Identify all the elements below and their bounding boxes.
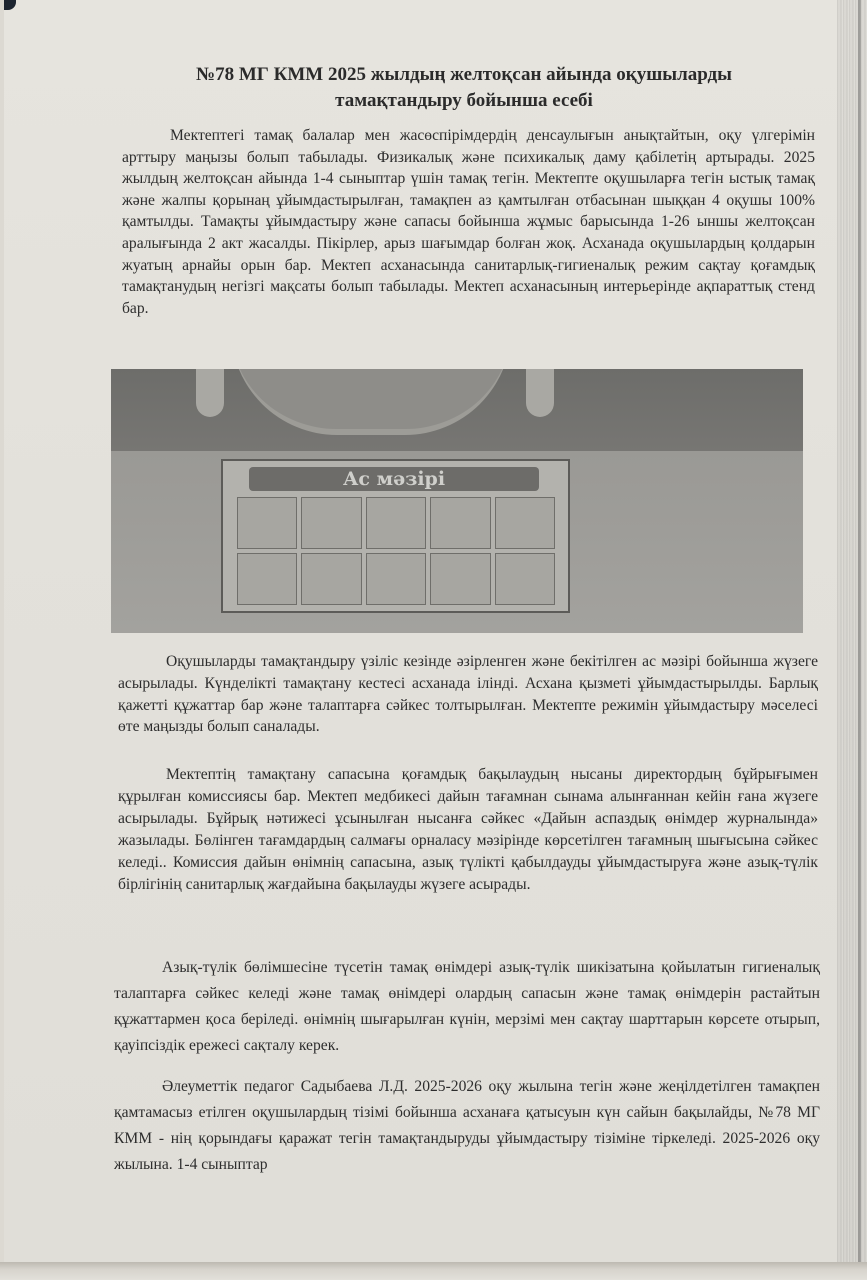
paragraph-meal-schedule: Оқушыларды тамақтандыру үзіліс кезінде әзірленген және бекітілген ас мәзірі бойынша жүзеге асырылады. Күнделікті тамақтану кестесі асханада ілінді. Асхана қызметі ұйымдастырылды. Барлық қажетті құжаттар бар және талаптарға сәйкес толтырылған. Мектепте режимін ұйымдастыру мәселесі өте маңызды болып саналады. bbox=[118, 653, 818, 736]
menu-board-cell bbox=[430, 497, 490, 549]
title-line-1: №78 МГ КММ 2025 жылдың желтоқсан айында оқушыларды bbox=[195, 64, 733, 85]
pot-handle-left bbox=[196, 369, 224, 417]
title-line-2: тамақтандыру бойынша есебі bbox=[335, 90, 593, 111]
menu-board-grid bbox=[237, 497, 555, 605]
scan-corner bbox=[4, 0, 16, 10]
menu-board-cell bbox=[495, 553, 555, 605]
menu-board-title: Ас мәзірі bbox=[249, 467, 539, 491]
menu-board-cell bbox=[237, 497, 297, 549]
pot-decoration bbox=[231, 369, 511, 435]
menu-board-cell bbox=[430, 553, 490, 605]
menu-board-cell bbox=[366, 553, 426, 605]
menu-board-cell bbox=[366, 497, 426, 549]
document-title bbox=[104, 62, 824, 114]
paragraph-quality-control: Мектептің тамақтану сапасына қоғамдық бақылаудың нысаны директордың бұйрығымен құрылған комиссиясы бар. Мектеп медбикесі дайын тағамнан сынама алынғаннан кейін ғана жүзеге асырылады. Бұйрық нәтижесі ұсынылған нысанға сәйкес «Дайын аспаздық өнімдер журналында» жазылады. Бөлінген тағамдардың салмағы орналасу мәзірінде көрсетілген тағамның шығысына сәйкес келеді.. Комиссия дайын өнімнің сапасына, азық түлікті қабылдауды ұйымдастыруға және азық-түлік бірлігінің санитарлық жағдайына бақылауды жүзеге асырады. bbox=[118, 766, 818, 893]
menu-board-cell bbox=[301, 497, 361, 549]
paragraph-intro: Мектептегі тамақ балалар мен жасөспірімдердің денсаулығын анықтайтын, оқу үлгерімін арттыру маңызы болып табылады. Физикалық және психикалық даму қабілетің артырады. 2025 жылдың желтоқсан айында 1-4 сыныптар үшін тамақ тегін. Мектепте оқушыларға тегін ыстық тамақ және жалпы қорынаң ұйымдастырылған, тамақпен аз қамтылған отбасынан шыққан 4 оқушы 100% қамтылды. Тамақты ұйымдастыру және сапасы бойынша жұмыс барысында 1-26 ыншы желтоқсан аралығында 2 акт жасалды. Пікірлер, арыз шағымдар болған жоқ. Асханада оқушылардың қолдарын жуатың арнайы орын бар. Мектеп асханасында санитарлық-гигиеналық режим сақтау қоғамдық тамақтанудың негізгі мақсаты болып табылады. Мектеп асханасының интерьерінде ақпараттық стенд бар. bbox=[122, 127, 815, 317]
menu-board bbox=[221, 459, 570, 613]
menu-board-photo bbox=[111, 369, 803, 633]
photo-wall-top bbox=[111, 369, 803, 451]
menu-board-cell bbox=[495, 497, 555, 549]
paragraph-food-products: Азық-түлік бөлімшесіне түсетін тамақ өнімдері азық-түлік шикізатына қойылатын гигиеналық талаптарға сәйкес келеді және тамақ өнімдері олардың сапасын және тамақ өнімдерін растайтын құжаттармен қоса беріледі. өнімнің шығарылған күнін, мерзімі мен сақтау шарттарын көрсете отырып, қауіпсіздік ережесі сақталу керек. bbox=[114, 959, 820, 1054]
document-page bbox=[4, 0, 867, 1262]
pot-handle-right bbox=[526, 369, 554, 417]
paragraph-social-pedagogue: Әлеуметтік педагог Садыбаева Л.Д. 2025-2026 оқу жылына тегін және жеңілдетілген тамақпен қамтамасыз етілген оқушылардың тізімі бойынша асханаға қатысуын күн сайын бақылайды, №78 МГ КММ - нің қорындағы қаражат тегін тамақтандыруды ұйымдастыру тізіміне тіркеледі. 2025-2026 оқу жылына. 1-4 сыныптар bbox=[114, 1078, 820, 1173]
scan-edge-shadow bbox=[837, 0, 867, 1262]
menu-board-cell bbox=[237, 553, 297, 605]
menu-board-cell bbox=[301, 553, 361, 605]
page-bottom-edge bbox=[0, 1262, 867, 1280]
